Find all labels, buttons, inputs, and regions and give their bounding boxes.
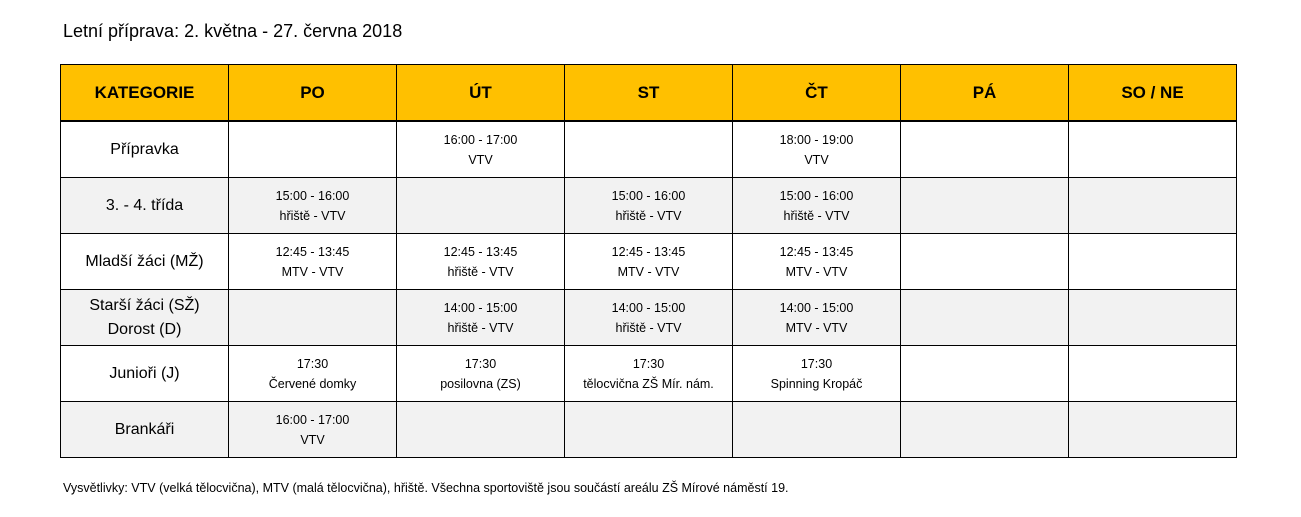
table-row: [61, 121, 1237, 178]
schedule-cell: [397, 234, 565, 290]
table-row: [61, 290, 1237, 346]
slot-place: Spinning Kropáč: [770, 376, 863, 391]
category-label: Junioři (J): [109, 364, 180, 382]
slot-place: MTV - VTV: [617, 264, 680, 279]
slot-time: 14:00 - 15:00: [443, 300, 518, 315]
category-label: Starší žáci (SŽ): [89, 296, 200, 314]
schedule-cell: [565, 121, 733, 178]
table-row: [61, 178, 1237, 234]
schedule-cell: [229, 346, 397, 402]
slot-place: MTV - VTV: [785, 264, 848, 279]
column-header-day: PO: [229, 65, 397, 122]
schedule-cell: [229, 178, 397, 234]
category-label: Dorost (D): [107, 320, 182, 338]
slot-time: 16:00 - 17:00: [443, 132, 518, 147]
slot-place: MTV - VTV: [785, 320, 848, 335]
schedule-cell: [565, 234, 733, 290]
legend-note: Vysvětlivky: VTV (velká tělocvična), MTV (malá tělocvična), hřiště. Všechna sportoviště jsou součástí areálu ZŠ Mírové náměstí 19.: [63, 481, 789, 495]
slot-place: Červené domky: [268, 376, 357, 391]
slot-time: 14:00 - 15:00: [611, 300, 686, 315]
schedule-cell: [565, 290, 733, 346]
schedule-cell: [733, 290, 901, 346]
slot-place: tělocvična ZŠ Mír. nám.: [583, 376, 714, 391]
category-cell: [61, 290, 229, 346]
table-row: [61, 346, 1237, 402]
slot-time: 17:30: [632, 356, 665, 371]
schedule-cell: [229, 290, 397, 346]
slot-place: VTV: [468, 152, 493, 167]
slot-place: MTV - VTV: [281, 264, 344, 279]
table-row: [61, 234, 1237, 290]
schedule-cell: [901, 402, 1069, 458]
table-row: [61, 402, 1237, 458]
column-header-day: ST: [565, 65, 733, 122]
schedule-cell: [733, 402, 901, 458]
schedule-cell: [1069, 346, 1237, 402]
schedule-cell: [733, 121, 901, 178]
schedule-cell: [397, 346, 565, 402]
slot-place: hřiště - VTV: [447, 320, 514, 335]
schedule-cell: [397, 402, 565, 458]
schedule-cell: [565, 402, 733, 458]
column-header-day: ÚT: [397, 65, 565, 122]
schedule-cell: [901, 290, 1069, 346]
schedule-cell: [733, 178, 901, 234]
schedule-cell: [397, 121, 565, 178]
slot-time: 15:00 - 16:00: [275, 188, 350, 203]
schedule-cell: [901, 234, 1069, 290]
schedule-table: [60, 64, 1237, 458]
schedule-cell: [1069, 178, 1237, 234]
slot-time: 12:45 - 13:45: [275, 244, 350, 259]
schedule-cell: [229, 234, 397, 290]
table-header-row: [61, 65, 1237, 122]
column-header-day: SO / NE: [1069, 65, 1237, 122]
category-cell: [61, 178, 229, 234]
schedule-cell: [397, 178, 565, 234]
schedule-cell: [1069, 234, 1237, 290]
slot-place: posilovna (ZS): [440, 376, 521, 391]
category-cell: [61, 346, 229, 402]
schedule-cell: [565, 346, 733, 402]
slot-time: 17:30: [464, 356, 497, 371]
slot-place: hřiště - VTV: [615, 208, 682, 223]
slot-time: 17:30: [800, 356, 833, 371]
slot-time: 15:00 - 16:00: [779, 188, 854, 203]
schedule-cell: [1069, 290, 1237, 346]
category-label: Mladší žáci (MŽ): [85, 252, 204, 270]
schedule-cell: [733, 234, 901, 290]
schedule-cell: [229, 402, 397, 458]
schedule-cell: [229, 121, 397, 178]
slot-time: 15:00 - 16:00: [611, 188, 686, 203]
slot-place: VTV: [300, 432, 325, 447]
schedule-cell: [565, 178, 733, 234]
category-cell: [61, 402, 229, 458]
column-header-category: KATEGORIE: [61, 65, 229, 122]
column-header-day: ČT: [733, 65, 901, 122]
slot-time: 18:00 - 19:00: [779, 132, 854, 147]
slot-place: hřiště - VTV: [447, 264, 514, 279]
slot-time: 17:30: [296, 356, 329, 371]
schedule-cell: [733, 346, 901, 402]
table-body: [61, 121, 1237, 458]
category-cell: [61, 234, 229, 290]
schedule-cell: [397, 290, 565, 346]
schedule-cell: [1069, 121, 1237, 178]
category-label: Přípravka: [110, 140, 179, 158]
slot-time: 14:00 - 15:00: [779, 300, 854, 315]
category-label: Brankáři: [114, 420, 175, 438]
slot-time: 16:00 - 17:00: [275, 412, 350, 427]
schedule-cell: [1069, 402, 1237, 458]
slot-time: 12:45 - 13:45: [443, 244, 518, 259]
schedule-cell: [901, 178, 1069, 234]
slot-place: hřiště - VTV: [279, 208, 346, 223]
schedule-cell: [901, 346, 1069, 402]
slot-place: hřiště - VTV: [783, 208, 850, 223]
slot-time: 12:45 - 13:45: [779, 244, 854, 259]
slot-time: 12:45 - 13:45: [611, 244, 686, 259]
column-header-day: PÁ: [901, 65, 1069, 122]
category-label: 3. - 4. třída: [105, 196, 184, 214]
slot-place: hřiště - VTV: [615, 320, 682, 335]
category-cell: [61, 121, 229, 178]
page-title: Letní příprava: 2. května - 27. června 2018: [63, 21, 403, 41]
schedule-cell: [901, 121, 1069, 178]
slot-place: VTV: [804, 152, 829, 167]
